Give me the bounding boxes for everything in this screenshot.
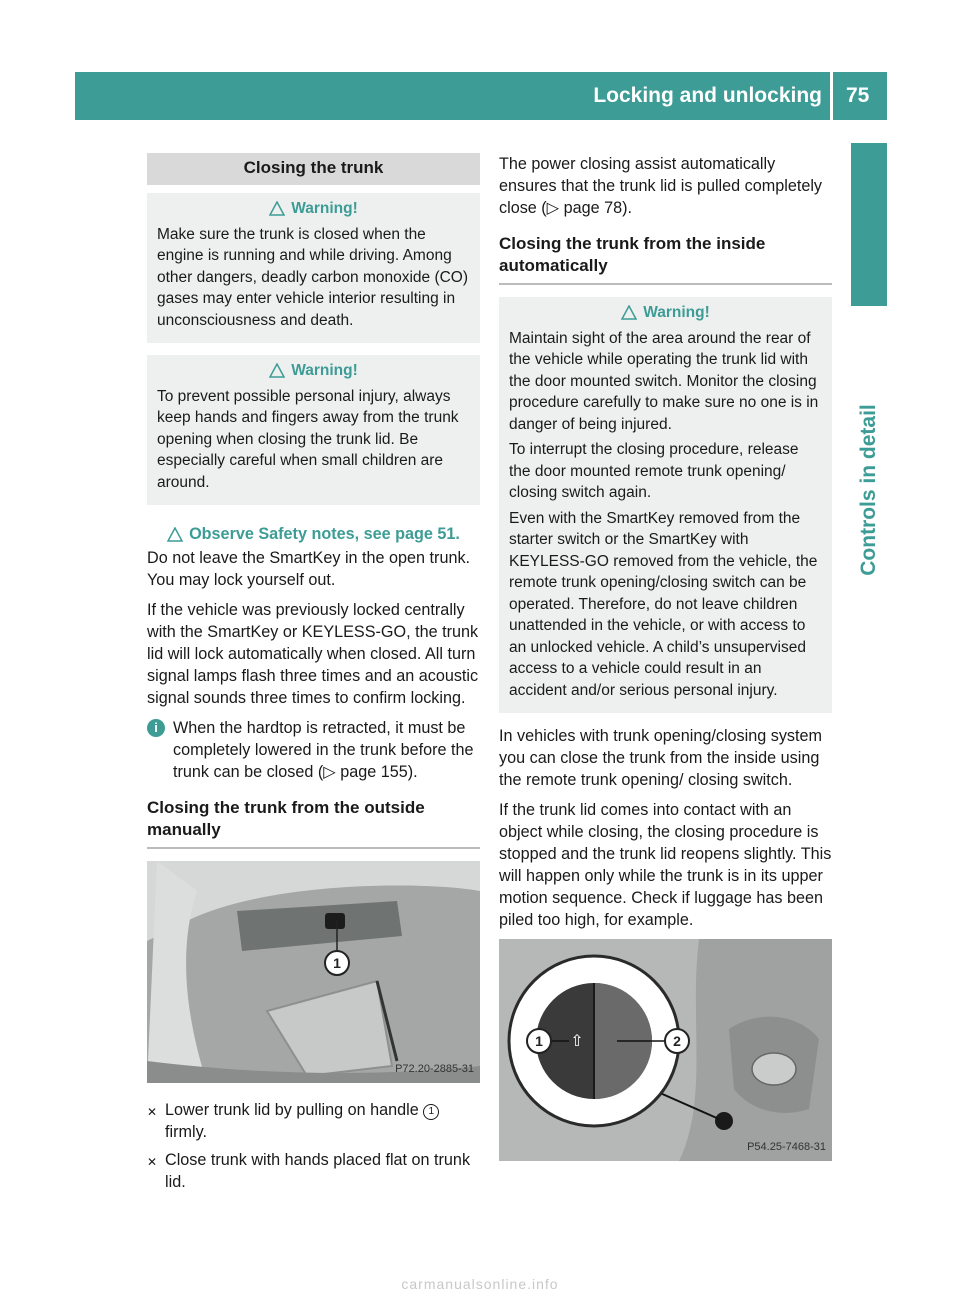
- photo-callout-1: 1: [535, 1033, 543, 1049]
- warning-box-fingers: [147, 355, 480, 505]
- warning-text-sight: Maintain sight of the area around the rear of the vehicle while operating the trunk lid with the door mounted switch. Monitor the closing procedure carefully to make sure no one is in danger of being injured.: [509, 329, 819, 433]
- photo-callout-2: 2: [673, 1033, 681, 1049]
- warning-triangle-icon: [269, 363, 285, 378]
- warning-box-engine: [147, 193, 480, 343]
- right-column: [499, 153, 832, 1177]
- header-divider: [830, 72, 833, 120]
- side-tab: [851, 143, 887, 306]
- step-marker-icon: ✕: [147, 1105, 158, 1119]
- step-text-before: Lower trunk lid by pulling on handle: [165, 1101, 424, 1119]
- paragraph-power-closing: The power closing assist automatically ensures that the trunk lid is pulled completely close (▷ page 78).: [499, 155, 823, 217]
- photo-code: P54.25-7468-31: [747, 1141, 826, 1153]
- step-item: [147, 1149, 480, 1193]
- page-number: 75: [846, 84, 870, 107]
- info-note-hardtop: [147, 717, 480, 783]
- subheading-inside-automatically: Closing the trunk from the inside automatically: [499, 233, 832, 285]
- step-text: [165, 1099, 480, 1143]
- warning-triangle-icon: [167, 527, 183, 542]
- warning-title-text: Warning!: [291, 362, 358, 379]
- warning-title-text: Warning!: [291, 200, 358, 217]
- info-note-text: When the hardtop is retracted, it must be completely lowered in the trunk before the trunk can be closed (▷ page 155).: [173, 719, 474, 781]
- door-switch-photo: [499, 939, 832, 1161]
- step-item: [147, 1099, 480, 1143]
- warning-text-engine: Make sure the trunk is closed when the engine is running and while driving. Among other dangers, deadly carbon monoxide (CO) gases may enter vehicle interior resulting in unconsciousness and death.: [157, 225, 469, 329]
- trunk-lid-photo: [147, 861, 480, 1083]
- warning-title: [157, 198, 470, 220]
- step-text-after: firmly.: [165, 1123, 207, 1141]
- paragraph-remote-switch: In vehicles with trunk opening/closing system you can close the trunk from the inside using the remote trunk opening/ closing switch.: [499, 727, 823, 789]
- warning-title-text: Warning!: [643, 304, 710, 321]
- info-icon: i: [147, 719, 165, 737]
- step-text: Close trunk with hands placed flat on trunk lid.: [165, 1151, 471, 1191]
- section-heading-closing-trunk: Closing the trunk: [147, 153, 480, 185]
- safety-notes-reference: [147, 523, 480, 545]
- warning-triangle-icon: [269, 201, 285, 216]
- paragraph-central-locking: If the vehicle was previously locked centrally with the SmartKey or KEYLESS-GO, the trunk lid will lock automatically when closed. All turn signal lamps flash three times and an acoustic signal sounds three times to confirm locking.: [147, 601, 479, 707]
- side-section-label: Controls in detail: [857, 404, 880, 576]
- svg-text:⇧: ⇧: [570, 1031, 584, 1050]
- warning-triangle-icon: [621, 305, 637, 320]
- page-header-title: Locking and unlocking: [593, 84, 822, 107]
- photo-code: P72.20-2885-31: [395, 1063, 474, 1075]
- paragraph-smartkey: Do not leave the SmartKey in the open trunk. You may lock yourself out.: [147, 549, 471, 589]
- photo-callout-1: 1: [333, 955, 341, 971]
- warning-text-children: Even with the SmartKey removed from the starter switch or the SmartKey with KEYLESS-GO removed from the vehicle, the remote trunk opening/closing switch can be operated. Therefore, do not leave children unattended in the vehicle, or with access to an unlocked vehicle. A child’s unsupervised access to a vehicle could result in an accident and/or serious personal injury.: [509, 509, 818, 699]
- subheading-outside-manually: Closing the trunk from the outside manually: [147, 797, 480, 849]
- paragraph-contact-object: If the trunk lid comes into contact with an object while closing, the closing procedure is stopped and the trunk lid reopens slightly. This will happen only while the trunk is in its upper motion sequence. Check if luggage has been piled too high, for example.: [499, 801, 832, 929]
- warning-box-inside: [499, 297, 832, 713]
- warning-title: [157, 360, 470, 382]
- warning-text-interrupt: To interrupt the closing procedure, release the door mounted remote trunk opening/ closing switch again.: [509, 441, 799, 501]
- inline-callout: 1: [423, 1104, 439, 1120]
- warning-text-fingers: To prevent possible personal injury, always keep hands and fingers away from the trunk opening when closing the trunk lid. Be especially careful when small children are around.: [157, 387, 459, 491]
- footer-watermark: carmanualsonline.info: [401, 1276, 559, 1292]
- left-column: [147, 153, 480, 1199]
- warning-title: [509, 302, 822, 324]
- safety-notes-text: Observe Safety notes, see page 51.: [189, 525, 460, 543]
- step-marker-icon: ✕: [147, 1155, 158, 1169]
